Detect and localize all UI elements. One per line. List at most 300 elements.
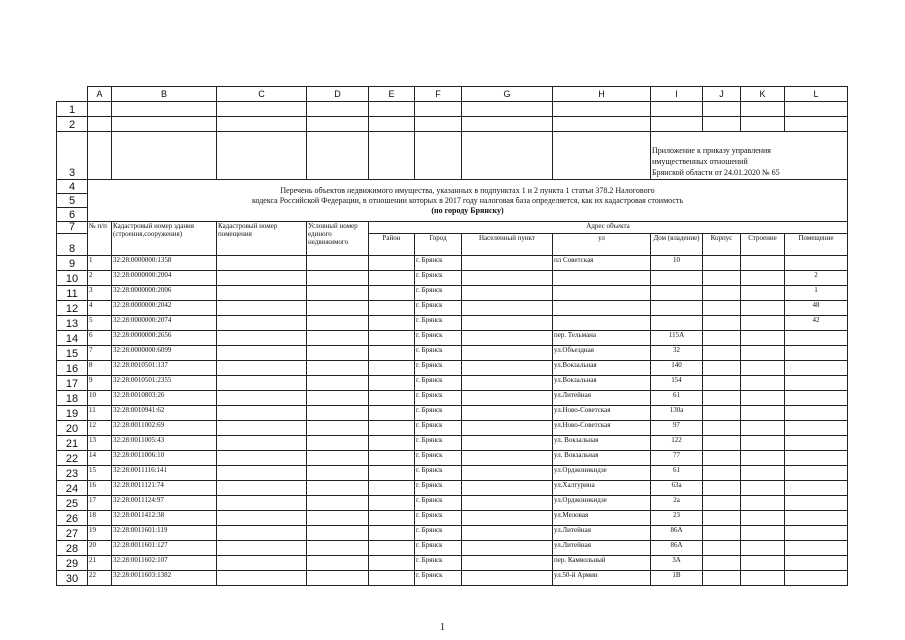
korpus-cell [703, 256, 741, 271]
column-header[interactable]: L [785, 87, 848, 102]
district-cell [369, 346, 415, 361]
item-number: 2 [88, 271, 112, 286]
cadastral-number: 32:28:0000000:2042 [112, 301, 217, 316]
table-row [57, 526, 848, 541]
item-number: 13 [88, 436, 112, 451]
room-cell [785, 466, 848, 481]
building-cell [741, 511, 785, 526]
row-number[interactable]: 7 [57, 222, 88, 234]
cadastral-number: 32:28:0010501:137 [112, 361, 217, 376]
cadastral-room-cell [217, 301, 307, 316]
cadastral-number: 32:28:0011601:127 [112, 541, 217, 556]
conditional-cell [307, 376, 369, 391]
district-cell [369, 331, 415, 346]
sheet-row [57, 117, 848, 132]
district-cell [369, 481, 415, 496]
building-cell [741, 301, 785, 316]
cadastral-number: 32:28:0010501:2355 [112, 376, 217, 391]
cadastral-room-cell [217, 436, 307, 451]
cadastral-room-cell [217, 571, 307, 586]
conditional-cell [307, 421, 369, 436]
appendix-line: Приложение к приказу управления [652, 146, 771, 155]
house-cell: 3А [651, 556, 703, 571]
korpus-cell [703, 271, 741, 286]
settlement-cell [462, 496, 553, 511]
korpus-cell [703, 541, 741, 556]
city-cell: г. Брянск [415, 286, 462, 301]
korpus-cell [703, 451, 741, 466]
district-cell [369, 466, 415, 481]
street-cell: ул.Литейная [553, 526, 651, 541]
title-line-1: Перечень объектов недвижимого имущества, указанных в подпунктах 1 и 2 пункта 1 статьи 378.2 Налогового [280, 185, 655, 195]
city-cell: г. Брянск [415, 256, 462, 271]
column-header[interactable]: I [651, 87, 703, 102]
cadastral-number: 32:28:0010941:62 [112, 406, 217, 421]
district-cell [369, 421, 415, 436]
cadastral-room-cell [217, 346, 307, 361]
korpus-cell [703, 526, 741, 541]
item-number: 5 [88, 316, 112, 331]
table-row [57, 286, 848, 301]
cadastral-room-cell [217, 286, 307, 301]
row-number[interactable]: 25 [57, 496, 88, 511]
settlement-cell [462, 466, 553, 481]
room-cell [785, 496, 848, 511]
street-cell: ул.Орджоникидзе [553, 496, 651, 511]
item-number: 16 [88, 481, 112, 496]
district-cell [369, 496, 415, 511]
column-header[interactable]: E [369, 87, 415, 102]
city-cell: г. Брянск [415, 271, 462, 286]
settlement-cell [462, 316, 553, 331]
street-cell: ул.Орджоникидзе [553, 466, 651, 481]
korpus-cell [703, 556, 741, 571]
city-cell: г. Брянск [415, 511, 462, 526]
sheet-row [57, 132, 848, 180]
conditional-cell [307, 406, 369, 421]
table-row [57, 466, 848, 481]
item-number: 3 [88, 286, 112, 301]
house-cell: 140 [651, 361, 703, 376]
settlement-cell [462, 511, 553, 526]
building-cell [741, 271, 785, 286]
cadastral-room-cell [217, 526, 307, 541]
house-cell: 63а [651, 481, 703, 496]
table-row [57, 271, 848, 286]
house-cell [651, 286, 703, 301]
row-number[interactable]: 13 [57, 316, 88, 331]
settlement-cell [462, 376, 553, 391]
row-number[interactable]: 1 [57, 102, 88, 117]
building-cell [741, 376, 785, 391]
building-cell [741, 451, 785, 466]
korpus-cell [703, 346, 741, 361]
item-number: 7 [88, 346, 112, 361]
row-number[interactable]: 9 [57, 256, 88, 271]
city-cell: г. Брянск [415, 421, 462, 436]
data-rows [57, 256, 848, 586]
row-number[interactable]: 16 [57, 361, 88, 376]
table-row [57, 361, 848, 376]
row-number[interactable]: 6 [57, 208, 88, 222]
item-number: 11 [88, 406, 112, 421]
header-cadastral-building: Кадастровый номер здания (строения,сооружения) [112, 222, 217, 256]
header-row-1 [57, 222, 848, 234]
building-cell [741, 496, 785, 511]
room-cell [785, 421, 848, 436]
cadastral-room-cell [217, 421, 307, 436]
row-number[interactable]: 19 [57, 406, 88, 421]
street-cell: ул. Вокзальная [553, 451, 651, 466]
house-cell: 97 [651, 421, 703, 436]
street-cell [553, 316, 651, 331]
street-cell: ул.Вокзальная [553, 376, 651, 391]
room-cell: 48 [785, 301, 848, 316]
cadastral-room-cell [217, 496, 307, 511]
city-cell: г. Брянск [415, 526, 462, 541]
row-number[interactable]: 2 [57, 117, 88, 132]
conditional-cell [307, 436, 369, 451]
room-cell [785, 391, 848, 406]
cadastral-room-cell [217, 556, 307, 571]
korpus-cell [703, 436, 741, 451]
header-building: Строение [741, 234, 785, 256]
street-cell: ул.Объездная [553, 346, 651, 361]
conditional-cell [307, 271, 369, 286]
cadastral-number: 32:28:0000000:2074 [112, 316, 217, 331]
row-number[interactable]: 20 [57, 421, 88, 436]
room-cell [785, 331, 848, 346]
cadastral-number: 32:28:0011603:1382 [112, 571, 217, 586]
cadastral-room-cell [217, 406, 307, 421]
street-cell [553, 301, 651, 316]
conditional-cell [307, 496, 369, 511]
building-cell [741, 526, 785, 541]
city-cell: г. Брянск [415, 451, 462, 466]
conditional-cell [307, 571, 369, 586]
settlement-cell [462, 556, 553, 571]
building-cell [741, 316, 785, 331]
house-cell: 86А [651, 541, 703, 556]
column-header[interactable]: D [307, 87, 369, 102]
house-cell: 32 [651, 346, 703, 361]
room-cell [785, 451, 848, 466]
item-number: 19 [88, 526, 112, 541]
conditional-cell [307, 316, 369, 331]
settlement-cell [462, 331, 553, 346]
korpus-cell [703, 496, 741, 511]
row-number[interactable]: 11 [57, 286, 88, 301]
building-cell [741, 541, 785, 556]
building-cell [741, 346, 785, 361]
header-room: Помещение [785, 234, 848, 256]
row-number[interactable]: 22 [57, 451, 88, 466]
header-num: № п/п [88, 222, 112, 256]
room-cell [785, 571, 848, 586]
item-number: 18 [88, 511, 112, 526]
document-title [88, 180, 848, 222]
header-street: ул [553, 234, 651, 256]
cadastral-number: 32:28:0010803:26 [112, 391, 217, 406]
building-cell [741, 286, 785, 301]
street-cell [553, 286, 651, 301]
district-cell [369, 271, 415, 286]
city-cell: г. Брянск [415, 361, 462, 376]
table-row [57, 556, 848, 571]
cadastral-room-cell [217, 361, 307, 376]
city-cell: г. Брянск [415, 436, 462, 451]
room-cell: 2 [785, 271, 848, 286]
cadastral-room-cell [217, 541, 307, 556]
row-number[interactable]: 10 [57, 271, 88, 286]
row-number[interactable]: 27 [57, 526, 88, 541]
korpus-cell [703, 406, 741, 421]
row-number[interactable]: 23 [57, 466, 88, 481]
table-row [57, 541, 848, 556]
row-number[interactable]: 4 [57, 180, 88, 194]
conditional-cell [307, 256, 369, 271]
cadastral-number: 32:28:0000000:2004 [112, 271, 217, 286]
street-cell: ул.Халтурина [553, 481, 651, 496]
header-district: Район [369, 234, 415, 256]
cadastral-number: 32:28:0011006:10 [112, 451, 217, 466]
house-cell: 10 [651, 256, 703, 271]
city-cell: г. Брянск [415, 541, 462, 556]
item-number: 6 [88, 331, 112, 346]
conditional-cell [307, 466, 369, 481]
street-cell: пл Советская [553, 256, 651, 271]
district-cell [369, 376, 415, 391]
house-cell: 86А [651, 526, 703, 541]
settlement-cell [462, 391, 553, 406]
room-cell [785, 541, 848, 556]
korpus-cell [703, 331, 741, 346]
item-number: 4 [88, 301, 112, 316]
settlement-cell [462, 571, 553, 586]
room-cell [785, 406, 848, 421]
header-cadastral-room: Кадастровый номер помещения [217, 222, 307, 256]
table-row [57, 421, 848, 436]
korpus-cell [703, 316, 741, 331]
conditional-cell [307, 481, 369, 496]
house-cell: 2а [651, 496, 703, 511]
district-cell [369, 316, 415, 331]
sheet-row [57, 102, 848, 117]
cadastral-room-cell [217, 316, 307, 331]
building-cell [741, 331, 785, 346]
room-cell: 1 [785, 286, 848, 301]
city-cell: г. Брянск [415, 331, 462, 346]
header-city: Город [415, 234, 462, 256]
corner-cell[interactable] [57, 87, 88, 102]
conditional-cell [307, 301, 369, 316]
table-row [57, 391, 848, 406]
column-header[interactable]: A [88, 87, 112, 102]
settlement-cell [462, 481, 553, 496]
street-cell: пер. Тельмана [553, 331, 651, 346]
conditional-cell [307, 541, 369, 556]
row-number[interactable]: 30 [57, 571, 88, 586]
street-cell: ул.Литейная [553, 541, 651, 556]
cadastral-number: 32:28:0000000:1358 [112, 256, 217, 271]
district-cell [369, 436, 415, 451]
row-number[interactable]: 8 [57, 234, 88, 256]
item-number: 8 [88, 361, 112, 376]
district-cell [369, 301, 415, 316]
house-cell: 23 [651, 511, 703, 526]
item-number: 9 [88, 376, 112, 391]
settlement-cell [462, 301, 553, 316]
row-number[interactable]: 3 [57, 132, 88, 180]
cadastral-room-cell [217, 376, 307, 391]
settlement-cell [462, 451, 553, 466]
house-cell: 122 [651, 436, 703, 451]
column-header[interactable]: H [553, 87, 651, 102]
cadastral-room-cell [217, 331, 307, 346]
house-cell [651, 316, 703, 331]
building-cell [741, 481, 785, 496]
cadastral-number: 32:28:0000000:6099 [112, 346, 217, 361]
city-cell: г. Брянск [415, 496, 462, 511]
district-cell [369, 571, 415, 586]
house-cell [651, 271, 703, 286]
cadastral-number: 32:28:0011002:69 [112, 421, 217, 436]
building-cell [741, 421, 785, 436]
house-cell: 130а [651, 406, 703, 421]
korpus-cell [703, 286, 741, 301]
item-number: 12 [88, 421, 112, 436]
row-number[interactable]: 24 [57, 481, 88, 496]
row-number[interactable]: 14 [57, 331, 88, 346]
column-header[interactable]: K [741, 87, 785, 102]
conditional-cell [307, 331, 369, 346]
appendix-note [651, 132, 848, 180]
row-number[interactable]: 26 [57, 511, 88, 526]
row-number[interactable]: 21 [57, 436, 88, 451]
header-address: Адрес объекта [369, 222, 848, 234]
settlement-cell [462, 271, 553, 286]
row-number[interactable]: 28 [57, 541, 88, 556]
column-header[interactable]: G [462, 87, 553, 102]
house-cell: 61 [651, 391, 703, 406]
spreadsheet [56, 86, 847, 586]
cadastral-number: 32:28:0011601:119 [112, 526, 217, 541]
cadastral-room-cell [217, 271, 307, 286]
city-cell: г. Брянск [415, 571, 462, 586]
korpus-cell [703, 421, 741, 436]
building-cell [741, 436, 785, 451]
sheet-row [57, 180, 848, 194]
settlement-cell [462, 286, 553, 301]
street-cell: ул.50-й Армии [553, 571, 651, 586]
row-number[interactable]: 17 [57, 376, 88, 391]
row-number[interactable]: 18 [57, 391, 88, 406]
column-header[interactable]: J [703, 87, 741, 102]
city-cell: г. Брянск [415, 376, 462, 391]
title-line-3: (по городу Брянску) [431, 205, 504, 215]
item-number: 21 [88, 556, 112, 571]
building-cell [741, 256, 785, 271]
header-korpus: Корпус [703, 234, 741, 256]
street-cell: ул.Ново-Советская [553, 406, 651, 421]
room-cell: 42 [785, 316, 848, 331]
house-cell: 61 [651, 466, 703, 481]
table-row [57, 481, 848, 496]
house-cell: 77 [651, 451, 703, 466]
cadastral-number: 32:28:0011005:43 [112, 436, 217, 451]
cadastral-number: 32:28:0011412:38 [112, 511, 217, 526]
district-cell [369, 541, 415, 556]
table-row [57, 376, 848, 391]
city-cell: г. Брянск [415, 406, 462, 421]
cadastral-number: 32:28:0011602:107 [112, 556, 217, 571]
column-header[interactable]: F [415, 87, 462, 102]
cadastral-number: 32:28:0011116:141 [112, 466, 217, 481]
header-conditional: Условный номер единого недвижимого [307, 222, 369, 256]
appendix-line: Брянской области от 24.01.2020 № 65 [652, 168, 780, 177]
street-cell: ул.Литейная [553, 391, 651, 406]
room-cell [785, 361, 848, 376]
row-number[interactable]: 12 [57, 301, 88, 316]
building-cell [741, 556, 785, 571]
cadastral-room-cell [217, 511, 307, 526]
row-number[interactable]: 5 [57, 194, 88, 208]
room-cell [785, 256, 848, 271]
row-number[interactable]: 29 [57, 556, 88, 571]
room-cell [785, 481, 848, 496]
cadastral-room-cell [217, 466, 307, 481]
house-cell: 1В [651, 571, 703, 586]
city-cell: г. Брянск [415, 556, 462, 571]
cadastral-number: 32:28:0000000:2006 [112, 286, 217, 301]
room-cell [785, 556, 848, 571]
conditional-cell [307, 346, 369, 361]
settlement-cell [462, 346, 553, 361]
item-number: 15 [88, 466, 112, 481]
district-cell [369, 256, 415, 271]
table-row [57, 346, 848, 361]
header-settlement: Населенный пункт [462, 234, 553, 256]
city-cell: г. Брянск [415, 466, 462, 481]
column-header[interactable]: C [217, 87, 307, 102]
cadastral-room-cell [217, 256, 307, 271]
street-cell [553, 271, 651, 286]
district-cell [369, 286, 415, 301]
item-number: 14 [88, 451, 112, 466]
table-row [57, 331, 848, 346]
settlement-cell [462, 436, 553, 451]
korpus-cell [703, 571, 741, 586]
building-cell [741, 571, 785, 586]
table-row [57, 511, 848, 526]
room-cell [785, 436, 848, 451]
cadastral-room-cell [217, 451, 307, 466]
table-row [57, 436, 848, 451]
city-cell: г. Брянск [415, 346, 462, 361]
korpus-cell [703, 511, 741, 526]
column-header-row [57, 87, 848, 102]
street-cell: ул.Ново-Советская [553, 421, 651, 436]
room-cell [785, 376, 848, 391]
building-cell [741, 466, 785, 481]
row-number[interactable]: 15 [57, 346, 88, 361]
district-cell [369, 391, 415, 406]
column-header[interactable]: B [112, 87, 217, 102]
page-number: 1 [440, 622, 445, 633]
cadastral-room-cell [217, 391, 307, 406]
building-cell [741, 361, 785, 376]
settlement-cell [462, 361, 553, 376]
